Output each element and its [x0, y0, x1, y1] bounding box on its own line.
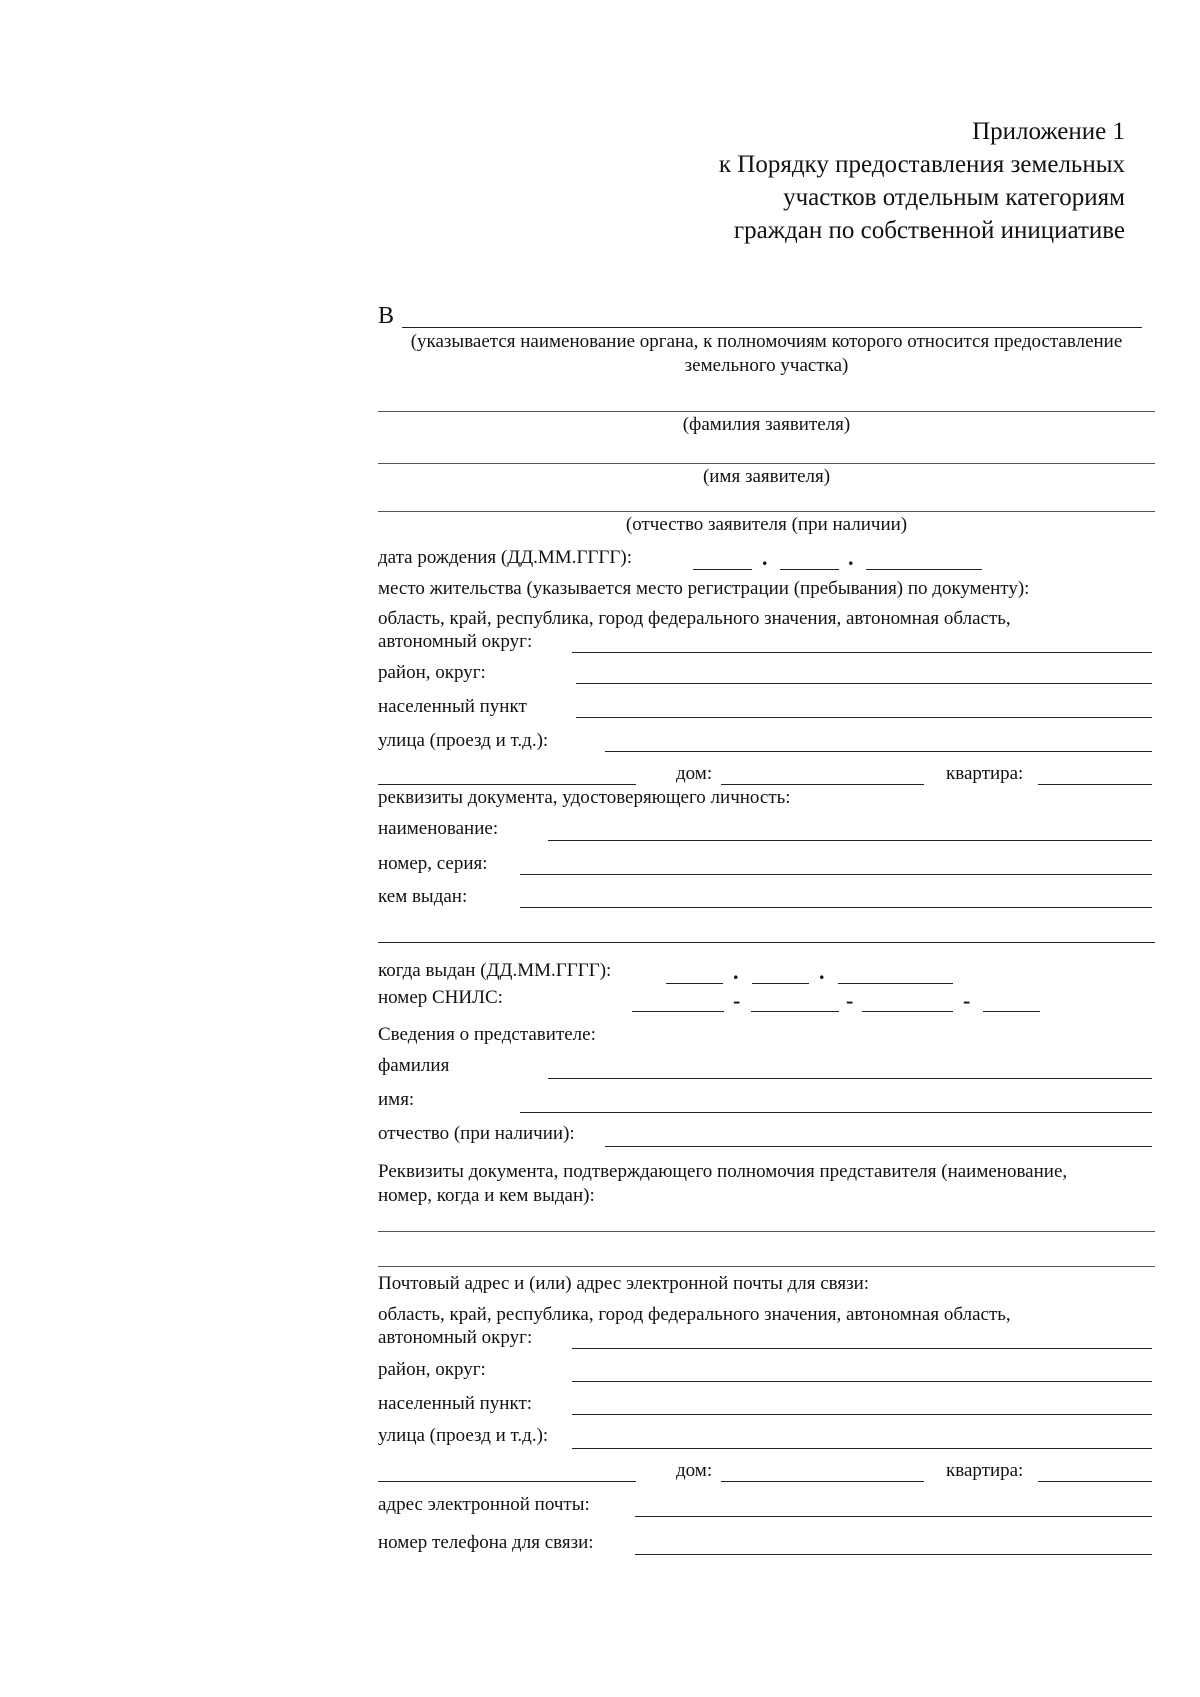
rep-name-field[interactable] — [520, 1112, 1152, 1113]
house-label: дом: — [676, 763, 713, 784]
rep-patronymic-label: отчество (при наличии): — [378, 1123, 575, 1144]
postal-district-field[interactable] — [572, 1381, 1152, 1382]
snils-part-3-field[interactable] — [862, 1011, 953, 1012]
postal-district-label: район, округ: — [378, 1359, 486, 1380]
region-label-line-1: область, край, республика, город федерального значения, автономная область, — [378, 608, 1011, 629]
rep-name-label: имя: — [378, 1089, 415, 1110]
phone-label: номер телефона для связи: — [378, 1532, 594, 1553]
authority-doc-label-line-1: Реквизиты документа, подтверждающего полномочия представителя (наименование, — [378, 1161, 1068, 1182]
snils-part-1-field[interactable] — [632, 1011, 724, 1012]
issued-date-label: когда выдан (ДД.ММ.ГГГГ): — [378, 960, 612, 981]
name-field[interactable] — [378, 463, 1155, 464]
doc-name-label: наименование: — [378, 818, 499, 839]
appendix-title: Приложение 1 — [972, 118, 1125, 145]
snils-dash-3: - — [963, 988, 971, 1013]
snils-label: номер СНИЛС: — [378, 987, 503, 1008]
appendix-subtitle-line-2: участков отдельным категориям — [783, 184, 1125, 211]
birthdate-day-field[interactable] — [693, 569, 752, 570]
id-document-label: реквизиты документа, удостоверяющего личность: — [378, 787, 791, 808]
snils-dash-2: - — [846, 988, 854, 1013]
authority-doc-label-line-2: номер, когда и кем выдан): — [378, 1185, 595, 1206]
street-label: улица (проезд и т.д.): — [378, 730, 549, 751]
postal-street-label: улица (проезд и т.д.): — [378, 1425, 549, 1446]
issued-date-day-field[interactable] — [666, 983, 723, 984]
snils-part-2-field[interactable] — [751, 1011, 839, 1012]
issued-date-month-field[interactable] — [752, 983, 809, 984]
district-field[interactable] — [576, 683, 1152, 684]
issued-by-label: кем выдан: — [378, 886, 468, 907]
region-field[interactable] — [572, 652, 1152, 653]
snils-part-4-field[interactable] — [983, 1011, 1040, 1012]
issued-by-continuation-field[interactable] — [378, 942, 1155, 943]
rep-patronymic-field[interactable] — [605, 1146, 1152, 1147]
email-field[interactable] — [635, 1516, 1152, 1517]
issued-date-year-field[interactable] — [838, 983, 953, 984]
street-field[interactable] — [605, 751, 1152, 752]
postal-house-field[interactable] — [721, 1481, 924, 1482]
surname-hint: (фамилия заявителя) — [682, 414, 851, 435]
rep-surname-field[interactable] — [548, 1078, 1152, 1079]
house-field[interactable] — [721, 784, 924, 785]
doc-number-label: номер, серия: — [378, 853, 488, 874]
birthdate-year-field[interactable] — [866, 569, 982, 570]
postal-street-field[interactable] — [572, 1448, 1152, 1449]
organ-field[interactable] — [402, 327, 1142, 328]
patronymic-hint: (отчество заявителя (при наличии) — [625, 514, 908, 535]
settlement-field[interactable] — [576, 717, 1152, 718]
postal-apartment-field[interactable] — [1038, 1481, 1152, 1482]
street-continuation-field[interactable] — [378, 784, 636, 785]
postal-house-label: дом: — [676, 1460, 713, 1481]
organ-prefix: В — [378, 303, 395, 329]
postal-section-label: Почтовый адрес и (или) адрес электронной почты для связи: — [378, 1273, 870, 1294]
authority-doc-field-1[interactable] — [378, 1231, 1155, 1232]
postal-settlement-label: населенный пункт: — [378, 1393, 533, 1414]
patronymic-field[interactable] — [378, 511, 1155, 512]
postal-apartment-label: квартира: — [946, 1460, 1024, 1481]
postal-settlement-field[interactable] — [572, 1414, 1152, 1415]
postal-region-label-line-1: область, край, республика, город федерального значения, автономная область, — [378, 1304, 1011, 1325]
appendix-subtitle-line-3: граждан по собственной инициативе — [733, 217, 1125, 244]
postal-street-continuation-field[interactable] — [378, 1481, 636, 1482]
birthdate-month-field[interactable] — [780, 569, 839, 570]
doc-name-field[interactable] — [548, 840, 1152, 841]
postal-region-label-line-2: автономный округ: — [378, 1327, 533, 1348]
apartment-field[interactable] — [1038, 784, 1152, 785]
appendix-subtitle-line-1: к Порядку предоставления земельных — [718, 151, 1125, 178]
postal-region-field[interactable] — [572, 1348, 1152, 1349]
residence-label: место жительства (указывается место регистрации (пребывания) по документу): — [378, 578, 1030, 599]
authority-doc-field-2[interactable] — [378, 1266, 1155, 1267]
birthdate-label: дата рождения (ДД.ММ.ГГГГ): — [378, 547, 632, 568]
surname-field[interactable] — [378, 411, 1155, 412]
apartment-label: квартира: — [946, 763, 1024, 784]
region-label-line-2: автономный округ: — [378, 631, 533, 652]
district-label: район, округ: — [378, 662, 486, 683]
email-label: адрес электронной почты: — [378, 1494, 590, 1515]
issued-date-dot-1: . — [733, 959, 739, 984]
birthdate-dot-1: . — [762, 545, 768, 570]
birthdate-dot-2: . — [848, 545, 854, 570]
name-hint: (имя заявителя) — [702, 466, 831, 487]
doc-number-field[interactable] — [520, 874, 1152, 875]
representative-section-label: Сведения о представителе: — [378, 1024, 596, 1045]
settlement-label: населенный пункт — [378, 696, 527, 717]
organ-hint: (указывается наименование органа, к полномочиям которого относится предоставление земельного участка) — [410, 331, 1123, 376]
issued-date-dot-2: . — [819, 959, 825, 984]
phone-field[interactable] — [635, 1554, 1152, 1555]
snils-dash-1: - — [733, 988, 741, 1013]
rep-surname-label: фамилия — [378, 1055, 450, 1076]
issued-by-field[interactable] — [520, 907, 1152, 908]
